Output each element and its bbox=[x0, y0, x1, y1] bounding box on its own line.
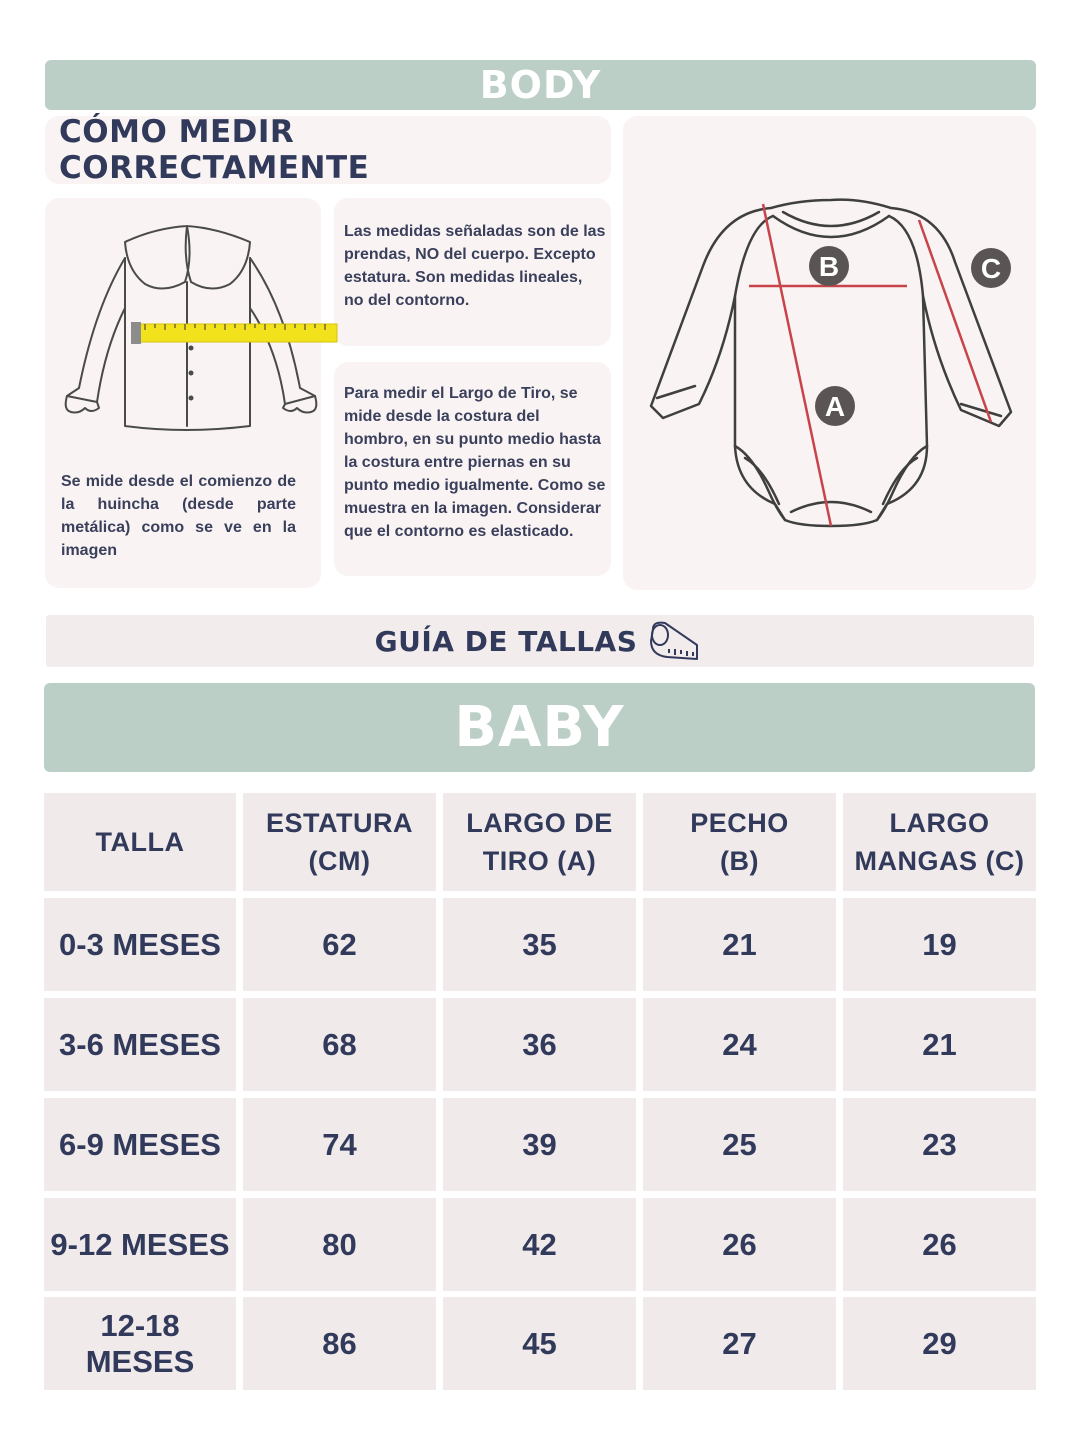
table-cell: 21 bbox=[843, 998, 1036, 1091]
size-label-cell: 0-3 MESES bbox=[44, 898, 236, 991]
tape-measure-icon bbox=[647, 619, 705, 663]
table-cell: 27 bbox=[643, 1297, 836, 1390]
size-guide-header bbox=[46, 615, 1034, 667]
measure-label-c bbox=[971, 248, 1011, 288]
table-header-cell bbox=[843, 793, 1036, 891]
table-cell: 45 bbox=[443, 1297, 636, 1390]
table-header-text: (B) bbox=[720, 846, 759, 876]
table-header-text: (CM) bbox=[308, 846, 371, 876]
shirt-illustration bbox=[45, 198, 345, 458]
bodysuit-illustration bbox=[623, 116, 1036, 590]
size-label-cell: 9-12 MESES bbox=[44, 1198, 236, 1291]
table-cell: 35 bbox=[443, 898, 636, 991]
page-title-band bbox=[45, 60, 1036, 110]
table-cell: 23 bbox=[843, 1098, 1036, 1191]
table-header-text: ESTATURA bbox=[266, 808, 413, 838]
measure-label-b bbox=[809, 246, 849, 286]
measure-label-a bbox=[815, 386, 855, 426]
table-cell: 26 bbox=[643, 1198, 836, 1291]
table-cell: 42 bbox=[443, 1198, 636, 1291]
table-cell: 29 bbox=[843, 1297, 1036, 1390]
table-header-text: TIRO (A) bbox=[482, 846, 597, 876]
table-cell: 86 bbox=[243, 1297, 436, 1390]
label-a-text: A bbox=[824, 391, 846, 422]
table-cell: 21 bbox=[643, 898, 836, 991]
size-label-cell: 6-9 MESES bbox=[44, 1098, 236, 1191]
table-cell: 26 bbox=[843, 1198, 1036, 1291]
how-to-title: CÓMO MEDIR CORRECTAMENTE bbox=[45, 116, 611, 184]
size-guide-title: GUÍA DE TALLAS bbox=[374, 624, 638, 658]
table-cell: 80 bbox=[243, 1198, 436, 1291]
table-cell: 25 bbox=[643, 1098, 836, 1191]
table-header-text: LARGO DE bbox=[466, 808, 613, 838]
table-header-text: MANGAS (C) bbox=[854, 846, 1025, 876]
largo-tiro-note: Para medir el Largo de Tiro, se mide desde la costura del hombro, en su punto medio hasta la costura entre piernas en su punto medio igualmente. Como se muestra en la imagen. Considerar que el contorno es elasticado. bbox=[344, 385, 606, 540]
size-label-cell: 12-18 MESES bbox=[44, 1297, 236, 1390]
label-c-text: C bbox=[980, 253, 1002, 284]
table-cell: 39 bbox=[443, 1098, 636, 1191]
table-header-text: LARGO bbox=[889, 808, 990, 838]
table-header-cell bbox=[243, 793, 436, 891]
label-b-text: B bbox=[818, 251, 840, 282]
page-title: BODY bbox=[479, 63, 602, 107]
table-cell: 62 bbox=[243, 898, 436, 991]
table-header-cell bbox=[443, 793, 636, 891]
table-cell: 19 bbox=[843, 898, 1036, 991]
table-cell: 24 bbox=[643, 998, 836, 1091]
table-cell: 36 bbox=[443, 998, 636, 1091]
table-cell: 74 bbox=[243, 1098, 436, 1191]
measuring-tape-icon bbox=[131, 322, 337, 344]
garment-note: Las medidas señaladas son de las prendas, NO del cuerpo. Excepto estatura. Son medidas lineales, no del contorno. bbox=[344, 223, 606, 309]
table-header-text: PECHO bbox=[690, 808, 789, 838]
tape-note: Se mide desde el comienzo de la huincha (desde parte metálica) como se ve en la imagen bbox=[61, 473, 296, 559]
table-header-text: TALLA bbox=[95, 827, 185, 857]
table-header-cell bbox=[44, 793, 236, 891]
section-title: BABY bbox=[454, 695, 625, 760]
table-cell: 68 bbox=[243, 998, 436, 1091]
table-header-cell bbox=[643, 793, 836, 891]
size-label-cell: 3-6 MESES bbox=[44, 998, 236, 1091]
section-band bbox=[44, 683, 1035, 772]
